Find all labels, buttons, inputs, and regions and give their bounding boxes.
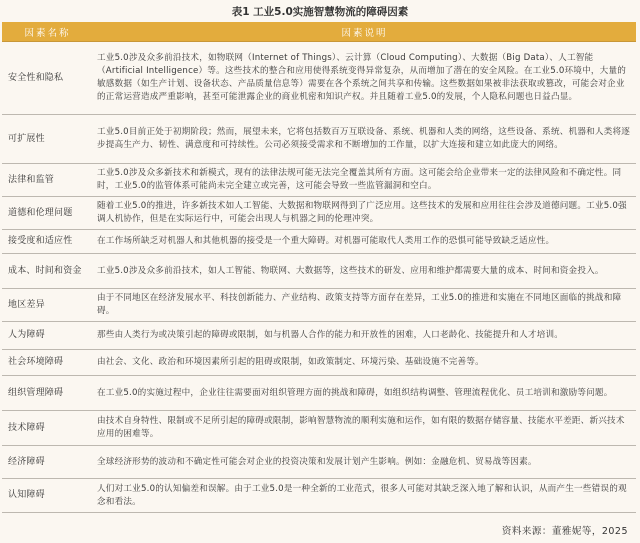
factor-name-cell: 社会环境障碍 [2,350,93,376]
factor-description-cell: 随着工业5.0的推进，许多新技术如人工智能、大数据和物联网得到了广泛应用。这些技术的发展和应用往往会涉及道德问题。工业5.0强调人机协作，但是在实际运行中，可能会出现人与机器之间的伦理冲突。 [93,197,636,230]
table-row [2,411,636,446]
table-row [2,115,636,164]
factor-name-cell: 人为障碍 [2,322,93,350]
factor-description-cell: 工业5.0涉及众多前沿技术，如人工智能、物联网、大数据等，这些技术的研发、应用和维护都需要大量的成本、时间和资金投入。 [93,254,636,289]
factor-name-cell: 安全性和隐私 [2,42,93,115]
factor-name-cell: 接受度和适应性 [2,230,93,254]
factor-description-cell: 工业5.0涉及众多前沿技术，如物联网（Internet of Things）、云计算（Cloud Computing）、大数据（Big Data）、人工智能（Artificial Intelligence）等。这些技术的整合和应用使得系统变得异常复杂，从而增加了潜在的安全风险。在工业5.0环境中，大量的敏感数据（如生产计划、设备状态、产品质量信息等）需要在各个系统之间共享和传输。这些数据如果被非法获取或篡改，可能会对企业的正常运营造成严重影响，甚至可能泄露企业的商业机密和知识产权。并且随着工业5.0的发展，个人隐私问题也日益凸显。 [93,42,636,115]
table-row [2,350,636,376]
table-row [2,42,636,115]
factor-name-cell: 成本、时间和资金 [2,254,93,289]
factor-name-cell: 法律和监管 [2,164,93,197]
table-row [2,197,636,230]
factor-name-cell: 地区差异 [2,289,93,322]
factor-name-cell: 技术障碍 [2,411,93,446]
factor-name-cell: 可扩展性 [2,115,93,164]
table-row [2,230,636,254]
factor-name-cell: 组织管理障碍 [2,376,93,411]
table-row [2,479,636,513]
factor-description-cell: 工业5.0涉及众多新技术和新模式，现有的法律法规可能无法完全覆盖其所有方面。这可能会给企业带来一定的法律风险和不确定性。同时，工业5.0的监管体系可能尚未完全建立或完善，这可能会导致一些监管漏洞和空白。 [93,164,636,197]
factor-description-cell: 全球经济形势的波动和不确定性可能会对企业的投资决策和发展计划产生影响。例如：金融危机、贸易战等因素。 [93,446,636,479]
table-row [2,376,636,411]
table-row [2,164,636,197]
factor-description-cell: 由于不同地区在经济发展水平、科技创新能力、产业结构、政策支持等方面存在差异，工业5.0的推进和实施在不同地区面临的挑战和障碍。 [93,289,636,322]
factor-description-cell: 那些由人类行为或决策引起的障碍或限制，如与机器人合作的能力和开放性的困难，人口老龄化、技能提升和人才培训。 [93,322,636,350]
table-header-row [2,22,636,42]
table-container [2,22,636,523]
table-row [2,322,636,350]
factor-name-cell: 经济障碍 [2,446,93,479]
header-factor-name: 因素名称 [2,22,93,42]
header-factor-description: 因素说明 [93,22,636,42]
source-note: 资料来源：董雅妮等，2025 [501,526,628,537]
factor-description-cell: 由社会、文化、政治和环境因素所引起的阻碍或限制，如政策制定、环境污染、基础设施不完善等。 [93,350,636,376]
table-row [2,254,636,289]
table-row [2,289,636,322]
barrier-factors-table [2,22,636,513]
factor-description-cell: 在工业5.0的实施过程中，企业往往需要面对组织管理方面的挑战和障碍，如组织结构调整、管理流程优化、员工培训和激励等问题。 [93,376,636,411]
table-row [2,446,636,479]
table-title: 表1 工业5.0实施智慧物流的障碍因素 [231,6,409,18]
factor-description-cell: 人们对工业5.0的认知偏差和误解。由于工业5.0是一种全新的工业范式，很多人可能对其缺乏深入地了解和认识，从而产生一些错误的观念和看法。 [93,479,636,513]
factor-name-cell: 道德和伦理问题 [2,197,93,230]
factor-description-cell: 由技术自身特性、限制或不足所引起的障碍或限制，影响智慧物流的顺利实施和运作，如有限的数据存储容量、技能水平差距、新兴技术应用的困难等。 [93,411,636,446]
factor-description-cell: 工业5.0目前正处于初期阶段；然而，展望未来，它将包括数百万互联设备、系统、机器和人类的网络，这些设备、系统、机器和人类将逐步提高生产力、韧性、满意度和可持续性。公司必须接受需求和不断增加的工作量，以扩大连接和建立如此庞大的网络。 [93,115,636,164]
factor-name-cell: 认知障碍 [2,479,93,513]
factor-description-cell: 在工作场所缺乏对机器人和其他机器的接受是一个重大障碍。对机器可能取代人类用工作的恐惧可能导致缺乏适应性。 [93,230,636,254]
